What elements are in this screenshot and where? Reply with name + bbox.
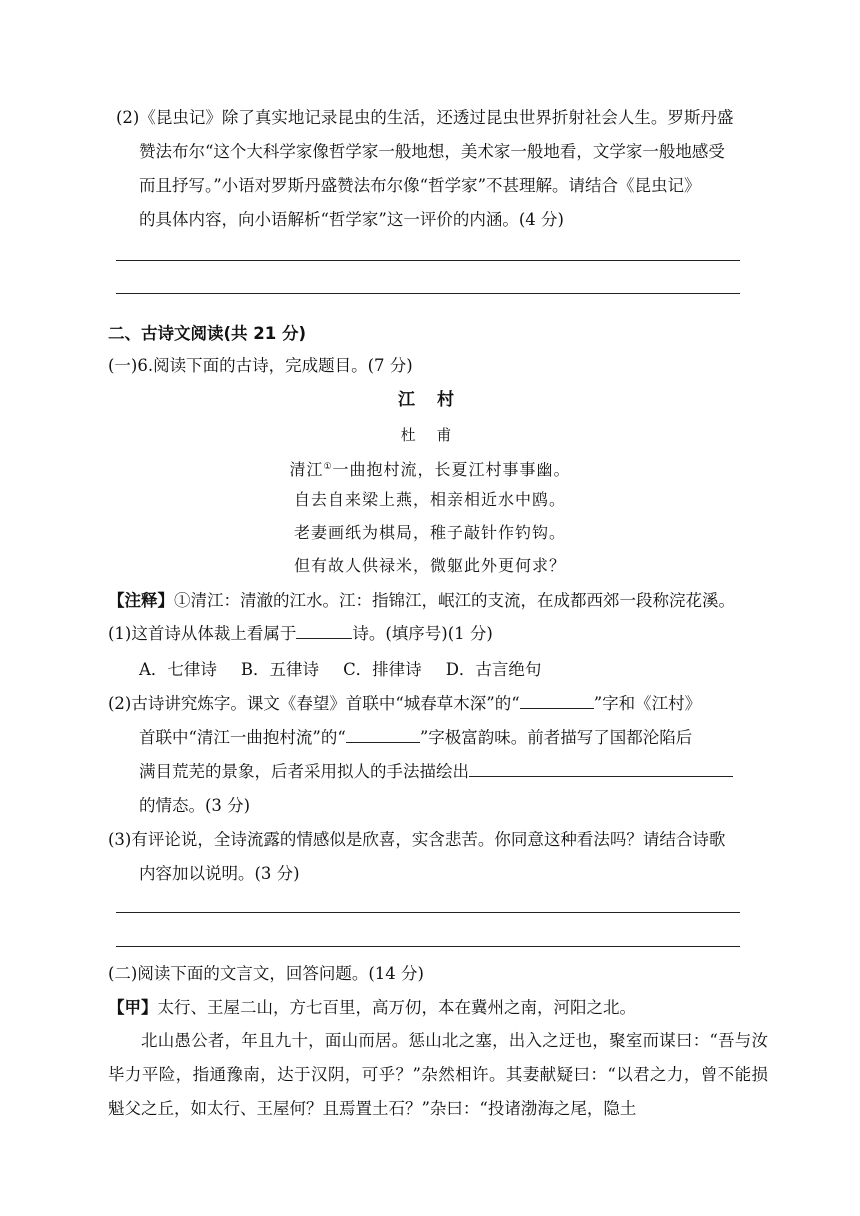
footnote-marker: ①: [323, 462, 333, 472]
q6-2-line-1: [108, 694, 701, 714]
answer-line[interactable]: [116, 912, 740, 913]
q6-3-line-2: 内容加以说明。(3 分): [139, 864, 300, 883]
poem-line-1-head: 清江: [289, 460, 324, 479]
part1-intro: (一)6.阅读下面的古诗，完成题目。(7 分): [108, 356, 413, 375]
annotation: [108, 591, 735, 611]
jia-first-line: [108, 998, 636, 1018]
fill-blank[interactable]: [520, 694, 594, 709]
poem-line-3: 老妻画纸为棋局，稚子敲针作钓钩。: [293, 523, 566, 542]
poem-line-4: 但有故人供禄米，微躯此外更何求？: [293, 556, 566, 575]
fill-blank[interactable]: [346, 728, 420, 743]
q2-line-2: 赞法布尔“这个大科学家像哲学家一般地想，美术家一般地看，文学家一般地感受: [139, 142, 725, 161]
fill-blank[interactable]: [469, 762, 733, 777]
q2-line-3: 而且抒写。”小语对罗斯丹盛赞法布尔像“哲学家”不甚理解。请结合《昆虫记》: [139, 176, 701, 195]
option-c[interactable]: C．排律诗: [343, 660, 422, 679]
option-b[interactable]: B．五律诗: [240, 660, 320, 679]
q6-2-text: (2)古诗讲究炼字。课文《春望》首联中“城春草木深”的“: [108, 694, 520, 713]
q6-2-line-4: 的情态。(3 分): [139, 796, 251, 815]
q6-2-text: 首联中“清江一曲抱村流”的“: [139, 728, 346, 747]
annotation-text: ①清江：清澈的江水。江：指锦江，岷江的支流，在成都西郊一段称浣花溪。: [174, 591, 735, 610]
q6-2-text: ”字和《江村》: [593, 694, 702, 713]
q2-line-4: 的具体内容，向小语解析“哲学家”这一评价的内涵。(4 分): [139, 210, 564, 229]
q6-1-prefix: (1)这首诗从体裁上看属于: [108, 624, 297, 643]
jia-text: 太行、王屋二山，方七百里，高万仞，本在冀州之南，河阳之北。: [157, 998, 636, 1017]
poem-line-1: [0, 457, 860, 480]
part2-intro: (二)阅读下面的文言文，回答问题。(14 分): [108, 964, 424, 983]
fill-blank[interactable]: [296, 624, 352, 639]
poem-line-1-tail: 一曲抱村流，长夏江村事事幽。: [332, 460, 571, 479]
option-d[interactable]: D．古言绝句: [445, 660, 542, 679]
q2-line-1: (2)《昆虫记》除了真实地记录昆虫的生活，还透过昆虫世界折射社会人生。罗斯丹盛: [116, 108, 734, 127]
q6-2-line-3: [139, 762, 733, 782]
q6-2-line-2: [139, 728, 692, 748]
q6-3-line-1: (3)有评论说，全诗流露的情感似是欣喜，实含悲苦。你同意这种看法吗？请结合诗歌: [108, 830, 726, 849]
q6-1-stem: [108, 624, 493, 644]
q6-1-options: [139, 660, 565, 680]
q6-2-text: 满目荒芜的景象，后者采用拟人的手法描绘出: [139, 762, 469, 781]
annotation-label: 【注释】: [108, 591, 174, 610]
poem-title: 江 村: [398, 390, 462, 410]
option-a[interactable]: A．七律诗: [139, 660, 217, 679]
answer-line[interactable]: [116, 293, 740, 294]
jia-label: 【甲】: [108, 998, 158, 1017]
q6-1-suffix: 诗。(填序号)(1 分): [352, 624, 493, 643]
answer-line[interactable]: [116, 946, 740, 947]
poem-author: 杜 甫: [400, 426, 460, 444]
poem-line-2: 自去自来梁上燕，相亲相近水中鸥。: [293, 490, 566, 509]
classical-paragraph: 北山愚公者，年且九十，面山而居。惩山北之塞，出入之迂也，聚室而谋曰：“吾与汝毕力平险，指通豫南，达于汉阴，可乎？”杂然相许。其妻献疑曰：“以君之力，曾不能损魁父之丘，如太行、王屋何？且焉置土石？”杂曰：“投诸渤海之尾，隐土: [108, 1031, 768, 1118]
q6-2-text: ”字极富韵味。前者描写了国都沦陷后: [419, 728, 693, 747]
section-heading: 二、古诗文阅读(共 21 分): [108, 324, 307, 343]
answer-line[interactable]: [116, 260, 740, 261]
